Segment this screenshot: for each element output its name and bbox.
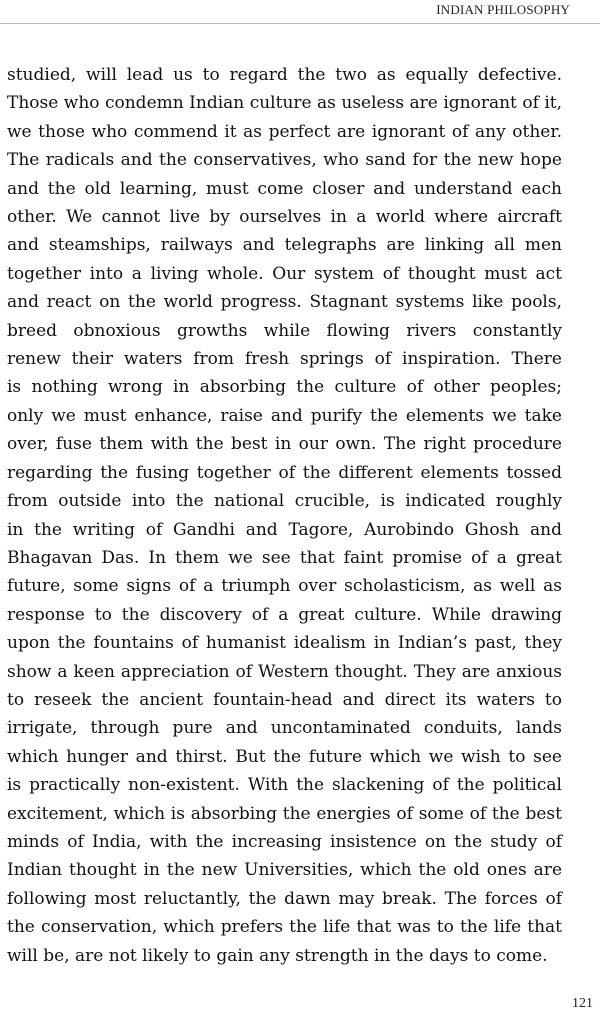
- text-line: irrigate, through pure and uncontaminated conduits, lands: [7, 718, 562, 739]
- text-line: studied, will lead us to regard the two as equally defective.: [7, 65, 562, 85]
- text-line: only we must enhance, raise and purify the elements we take: [7, 405, 562, 426]
- text-line: together into a living whole. Our system of thought must act: [7, 263, 562, 284]
- text-line: excitement, which is absorbing the energies of some of the best: [7, 803, 562, 824]
- page-number: 121: [572, 996, 593, 1011]
- text-line: breed obnoxious growths while flowing rivers constantly: [7, 320, 562, 341]
- text-line: over, fuse them with the best in our own. The right procedure: [7, 434, 562, 455]
- text-line: Bhagavan Das. In them we see that faint promise of a great: [7, 547, 562, 568]
- text-line: The radicals and the conservatives, who sand for the new hope: [7, 150, 562, 171]
- text-line: in the writing of Gandhi and Tagore, Aurobindo Ghosh and: [7, 519, 562, 540]
- text-line: is practically non-existent. With the slackening of the political: [7, 775, 562, 796]
- text-line: show a keen appreciation of Western thought. They are anxious: [7, 661, 562, 682]
- text-line: and react on the world progress. Stagnant systems like pools,: [7, 292, 562, 313]
- text-line: from outside into the national crucible, is indicated roughly: [7, 491, 562, 512]
- text-line: will be, are not likely to gain any strength in the days to come.: [7, 945, 548, 966]
- text-line: and the old learning, must come closer and understand each: [7, 178, 562, 199]
- text-line: response to the discovery of a great culture. While drawing: [7, 604, 562, 625]
- text-line: regarding the fusing together of the different elements tossed: [7, 462, 562, 483]
- text-line: the conservation, which prefers the life that was to the life that: [7, 917, 562, 938]
- text-line: future, some signs of a triumph over scholasticism, as well as: [7, 576, 562, 597]
- text-line: is nothing wrong in absorbing the culture of other peoples;: [7, 377, 562, 398]
- text-line: upon the fountains of humanist idealism in Indian’s past, they: [7, 633, 562, 654]
- text-line: renew their waters from fresh springs of inspiration. There: [7, 349, 562, 370]
- text-line: we those who commend it as perfect are ignorant of any other.: [7, 121, 562, 142]
- text-line: and steamships, railways and telegraphs are linking all men: [7, 235, 562, 256]
- text-line: other. We cannot live by ourselves in a world where aircraft: [7, 207, 562, 228]
- text-line: Indian thought in the new Universities, which the old ones are: [7, 860, 562, 881]
- body-paragraph: [7, 61, 562, 970]
- text-line: minds of India, with the increasing insistence on the study of: [7, 831, 562, 852]
- text-line: which hunger and thirst. But the future which we wish to see: [7, 746, 562, 767]
- text-line: to reseek the ancient fountain-head and direct its waters to: [7, 689, 562, 710]
- running-header: INDIAN PHILOSOPHY: [436, 2, 570, 17]
- text-line: following most reluctantly, the dawn may break. The forces of: [7, 888, 562, 909]
- header-divider: [0, 23, 600, 24]
- text-line: Those who condemn Indian culture as useless are ignorant of it,: [7, 93, 562, 114]
